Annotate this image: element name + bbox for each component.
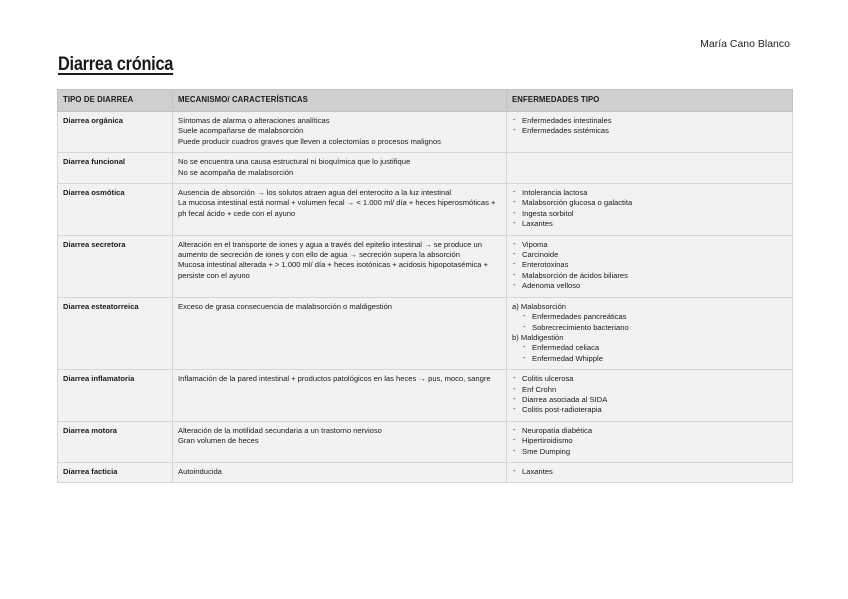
- list-item: - Intolerancia lactosa: [512, 188, 787, 198]
- cell-tipo: Diarrea secretora: [58, 235, 173, 297]
- cell-enfermedades: [507, 421, 793, 462]
- mecanismo-line: La mucosa intestinal está normal + volumen fecal → < 1.000 ml/ día + heces hiperosmóticas + ph fecal ácido + cede con el ayuno: [178, 198, 496, 218]
- table-row: [58, 421, 793, 462]
- mecanismo-line: Inflamación de la pared intestinal + productos patológicos en las heces → pus, moco, sangre: [178, 374, 491, 384]
- list-item: - Vipoma: [512, 240, 787, 250]
- list-item: - Colitis ulcerosa: [512, 374, 787, 384]
- table-row: [58, 112, 793, 153]
- list-item: - Carcinoide: [512, 250, 787, 260]
- cell-enfermedades: [507, 112, 793, 153]
- cell-tipo: Diarrea esteatorreica: [58, 297, 173, 369]
- list-item: - Adenoma velloso: [512, 281, 787, 291]
- group-label: a) Malabsorción: [512, 301, 567, 311]
- mecanismo-line: No se encuentra una causa estructural ni bioquímica que lo justifique: [178, 157, 411, 167]
- cell-tipo: Diarrea motora: [58, 421, 173, 462]
- list-item: - Neuropatía diabética: [512, 426, 787, 436]
- cell-mecanismo: [173, 184, 507, 236]
- list-item: - Malabsorción de ácidos biliares: [512, 271, 787, 281]
- cell-enfermedades: [507, 462, 793, 482]
- cell-enfermedades: [507, 153, 793, 184]
- cell-enfermedades: [507, 235, 793, 297]
- table-row: [58, 153, 793, 184]
- list-item: - Enfermedad Whipple: [522, 354, 787, 364]
- list-item: - Enterotoxinas: [512, 260, 787, 270]
- cell-mecanismo: [173, 153, 507, 184]
- cell-tipo: Diarrea inflamatoria: [58, 370, 173, 422]
- cell-mecanismo: [173, 370, 507, 422]
- cell-enfermedades: [507, 370, 793, 422]
- list-group: [512, 333, 787, 364]
- list-item: - Enf Crohn: [512, 385, 787, 395]
- cell-mecanismo: [173, 112, 507, 153]
- list-item: - Ingesta sorbitol: [512, 209, 787, 219]
- table-row: [58, 184, 793, 236]
- mecanismo-line: Suele acompañarse de malabsorción: [178, 126, 304, 136]
- list-item: - Enfermedades pancreáticas: [522, 312, 787, 322]
- cell-tipo: Diarrea osmótica: [58, 184, 173, 236]
- mecanismo-line: Autoinducida: [178, 466, 222, 476]
- list-item: - Laxantes: [512, 467, 787, 477]
- cell-mecanismo: [173, 235, 507, 297]
- table-row: [58, 462, 793, 482]
- cell-mecanismo: [173, 297, 507, 369]
- list-item: - Sme Dumping: [512, 447, 787, 457]
- cell-tipo: Diarrea facticia: [58, 462, 173, 482]
- header-mecanismo: MECANISMO/ CARACTERÍSTICAS: [173, 90, 507, 112]
- list-item: - Sobrecrecimiento bacteriano: [522, 323, 787, 333]
- mecanismo-line: Mucosa intestinal alterada + > 1.000 ml/ día + heces isotónicas + acidosis hipopotasémica + persiste con el ayuno: [178, 260, 489, 280]
- list-item: - Diarrea asociada al SIDA: [512, 395, 787, 405]
- mecanismo-line: No se acompaña de malabsorción: [178, 167, 294, 177]
- list-item: - Malabsorción glucosa o galactita: [512, 198, 787, 208]
- cell-mecanismo: [173, 462, 507, 482]
- mecanismo-line: Síntomas de alarma o alteraciones analíticas: [178, 116, 330, 125]
- list-item: - Laxantes: [512, 219, 787, 229]
- cell-mecanismo: [173, 421, 507, 462]
- cell-tipo: Diarrea funcional: [58, 153, 173, 184]
- mecanismo-line: Ausencia de absorción → los solutos atraen agua del enterocito a la luz intestinal: [178, 188, 452, 198]
- group-label: b) Maldigestión: [512, 332, 564, 342]
- author-name: María Cano Blanco: [700, 38, 790, 50]
- cell-enfermedades: [507, 184, 793, 236]
- list-item: - Colitis post-radioterapia: [512, 405, 787, 415]
- mecanismo-line: Puede producir cuadros graves que lleven a colectomías o procesos malignos: [178, 136, 441, 146]
- mecanismo-line: Alteración en el transporte de iones y agua a través del epitelio intestinal → se produce un aumento de secreción de iones y con ello de agua → secreción supera la absorción: [178, 239, 482, 260]
- cell-enfermedades: [507, 297, 793, 369]
- table-row: [58, 297, 793, 369]
- page-title: Diarrea crónica: [58, 54, 174, 75]
- table-row: [58, 235, 793, 297]
- table-header-row: [58, 90, 793, 112]
- list-item: - Hipertiroidismo: [512, 436, 787, 446]
- list-item: - Enfermedades intestinales: [512, 116, 787, 126]
- mecanismo-line: Alteración de la motilidad secundaria a un trastorno nervioso: [178, 425, 382, 435]
- list-group: [512, 302, 787, 333]
- header-tipo: TIPO DE DIARREA: [58, 90, 173, 112]
- table-row: [58, 370, 793, 422]
- mecanismo-line: Exceso de grasa consecuencia de malabsorción o maldigestión: [178, 301, 393, 311]
- cell-tipo: Diarrea orgánica: [58, 112, 173, 153]
- mecanismo-line: Gran volumen de heces: [178, 436, 259, 446]
- list-item: - Enfermedad celiaca: [522, 343, 787, 353]
- diarrhea-table: [57, 89, 793, 483]
- list-item: - Enfermedades sistémicas: [512, 126, 787, 136]
- header-enfermedades: ENFERMEDADES TIPO: [507, 90, 793, 112]
